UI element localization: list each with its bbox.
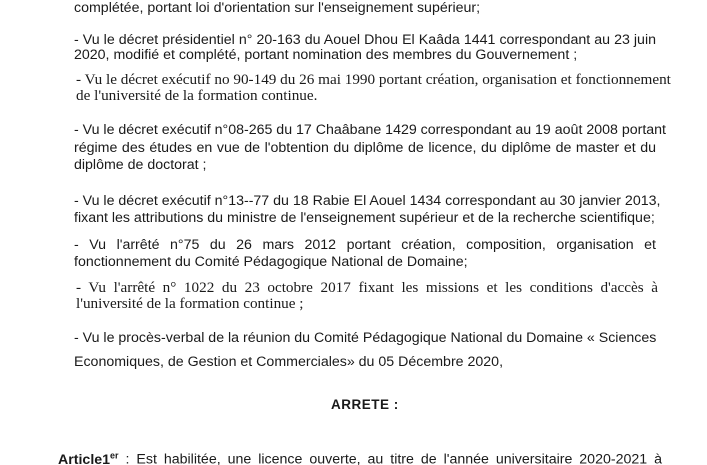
paragraph-line: fonctionnement du Comité Pédagogique National de Domaine; xyxy=(74,254,468,270)
paragraph-line: de l'université de la formation continue. xyxy=(76,87,318,104)
paragraph-line: - Vu le décret exécutif n°13--77 du 18 Rabie El Aouel 1434 correspondant au 30 janvier 2013, xyxy=(74,193,661,209)
paragraph-line: 2020, modifié et complété, portant nomination des membres du Gouvernement ; xyxy=(74,47,578,63)
article-text: : Est habilitée, une licence ouverte, au titre de l'année universitaire 2020-2021 à xyxy=(125,451,662,465)
paragraph-line: Economiques, de Gestion et Commerciales» du 05 Décembre 2020, xyxy=(74,354,504,370)
article-1 xyxy=(58,446,662,465)
article-label-sup: er xyxy=(110,450,119,460)
paragraph-line: fixant les attributions du ministre de l'enseignement supérieur et de la recherche scientifique; xyxy=(74,210,655,226)
paragraph-line: - Vu le décret exécutif n°08-265 du 17 Chaâbane 1429 correspondant au 19 août 2008 portant xyxy=(74,122,666,138)
paragraph-line: - Vu l'arrêté n° 1022 du 23 octobre 2017 fixant les missions et les conditions d'accès à xyxy=(76,279,658,296)
arrete-heading: ARRETE : xyxy=(331,397,399,412)
paragraph-line: - Vu l'arrêté n°75 du 26 mars 2012 portant création, composition, organisation et xyxy=(74,237,656,253)
article-label: Article1er xyxy=(58,450,119,465)
paragraph-line: - Vu le décret exécutif no 90-149 du 26 mai 1990 portant création, organisation et fonctionnement xyxy=(76,71,671,88)
paragraph-line: - Vu le décret présidentiel n° 20-163 du Aouel Dhou El Kaâda 1441 correspondant au 23 juin xyxy=(74,32,656,48)
paragraph-line: diplôme de doctorat ; xyxy=(74,157,207,173)
paragraph-line: l'université de la formation continue ; xyxy=(76,295,304,312)
paragraph-line: complétée, portant loi d'orientation sur l'enseignement supérieur; xyxy=(74,0,481,16)
paragraph-line: régime des études en vue de l'obtention du diplôme de licence, du diplôme de master et du xyxy=(74,140,656,156)
paragraph-line: - Vu le procès-verbal de la réunion du Comité Pédagogique National du Domaine « Sciences xyxy=(74,330,657,346)
